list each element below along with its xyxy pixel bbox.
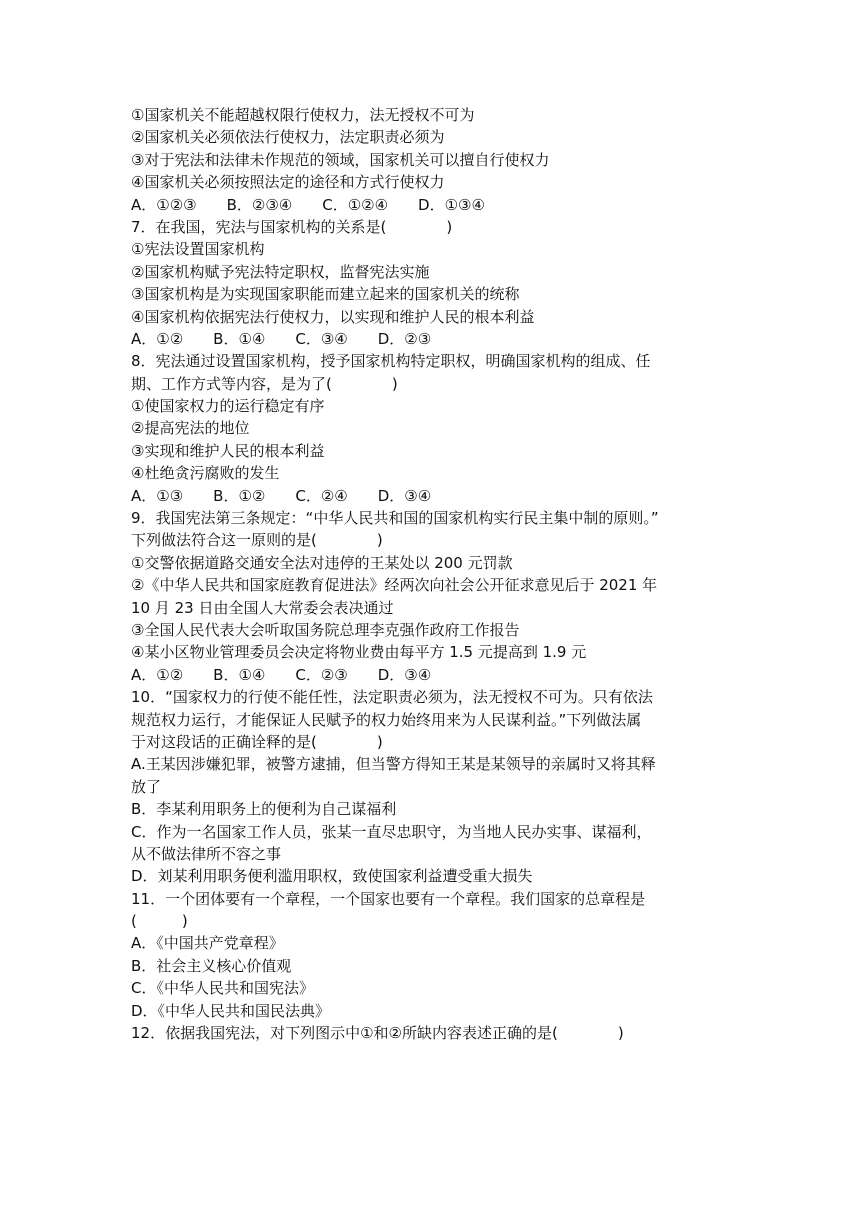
question-text-block xyxy=(131,104,731,1044)
text-line: ④杜绝贪污腐败的发生 xyxy=(131,464,280,483)
text-line: A．《中国共产党章程》 xyxy=(131,934,284,953)
text-line: 9．我国宪法第三条规定：“中华人民共和国的国家机构实行民主集中制的原则。” xyxy=(131,509,659,528)
text-line: 12．依据我国宪法，对下列图示中①和②所缺内容表述正确的是( ) xyxy=(131,1024,624,1043)
text-line: 10 月 23 日由全国人大常委会表决通过 xyxy=(131,598,394,617)
text-line: ②国家机关必须依法行使权力，法定职责必须为 xyxy=(131,128,445,147)
text-line: 于对这段话的正确诠释的是( ) xyxy=(131,732,383,751)
text-line: ③实现和维护人民的根本利益 xyxy=(131,441,325,460)
text-line: ②提高宪法的地位 xyxy=(131,419,250,438)
text-line: ①交警依据道路交通安全法对违停的王某处以 200 元罚款 xyxy=(131,553,513,572)
text-line: ④国家机构依据宪法行使权力，以实现和维护人民的根本利益 xyxy=(131,307,535,326)
text-line: A．①②③ B．②③④ C．①②④ D．①③④ xyxy=(131,195,485,214)
text-line: A．①② B．①④ C．②③ D．③④ xyxy=(131,665,432,684)
text-line: 10．“国家权力的行使不能任性，法定职责必须为，法无授权不可为。只有依法 xyxy=(131,688,653,707)
text-line: B．社会主义核心价值观 xyxy=(131,956,292,975)
text-line: ①宪法设置国家机构 xyxy=(131,240,265,259)
text-line: 期、工作方式等内容，是为了( ) xyxy=(131,374,398,393)
text-line: 11．一个团体要有一个章程，一个国家也要有一个章程。我们国家的总章程是 xyxy=(131,889,646,908)
text-line: ①国家机关不能超越权限行使权力，法无授权不可为 xyxy=(131,106,475,124)
text-line: ④某小区物业管理委员会决定将物业费由每平方 1.5 元提高到 1.9 元 xyxy=(131,643,587,662)
text-line: D．刘某利用职务便利滥用职权，致使国家利益遭受重大损失 xyxy=(131,867,533,886)
text-line: ③全国人民代表大会听取国务院总理李克强作政府工作报告 xyxy=(131,620,520,639)
text-line: ( ) xyxy=(131,912,188,931)
text-line: D．《中华人民共和国民法典》 xyxy=(131,1001,331,1020)
text-line: B．李某利用职务上的便利为自己谋福利 xyxy=(131,800,397,819)
text-line: A.王某因涉嫌犯罪，被警方逮捕，但当警方得知王某是某领导的亲属时又将其释 xyxy=(131,755,656,774)
text-line: 7．在我国，宪法与国家机构的关系是( ) xyxy=(131,217,453,236)
text-line: 规范权力运行，才能保证人民赋予的权力始终用来为人民谋利益。”下列做法属 xyxy=(131,710,642,729)
text-line: ③国家机构是为实现国家职能而建立起来的国家机关的统称 xyxy=(131,285,520,304)
text-line: ②国家机构赋予宪法特定职权，监督宪法实施 xyxy=(131,262,430,281)
text-line: ②《中华人民共和国家庭教育促进法》经两次向社会公开征求意见后于 2021 年 xyxy=(131,576,658,595)
text-line: A．①② B．①④ C．③④ D．②③ xyxy=(131,329,432,348)
text-line: 8．宪法通过设置国家机构，授予国家机构特定职权，明确国家机构的组成、任 xyxy=(131,352,651,371)
text-line: ④国家机关必须按照法定的途径和方式行使权力 xyxy=(131,173,445,192)
text-line: C．作为一名国家工作人员，张某一直尽忠职守，为当地人民办实事、谋福利， xyxy=(131,822,652,841)
text-line: ①使国家权力的运行稳定有序 xyxy=(131,397,325,416)
text-line: 从不做法律所不容之事 xyxy=(131,844,282,863)
text-line: C．《中华人民共和国宪法》 xyxy=(131,979,314,998)
text-line: A．①③ B．①② C．②④ D．③④ xyxy=(131,486,432,505)
text-line: ③对于宪法和法律未作规范的领域，国家机关可以擅自行使权力 xyxy=(131,150,550,169)
text-line: 下列做法符合这一原则的是( ) xyxy=(131,531,383,550)
text-line: 放了 xyxy=(131,777,162,796)
